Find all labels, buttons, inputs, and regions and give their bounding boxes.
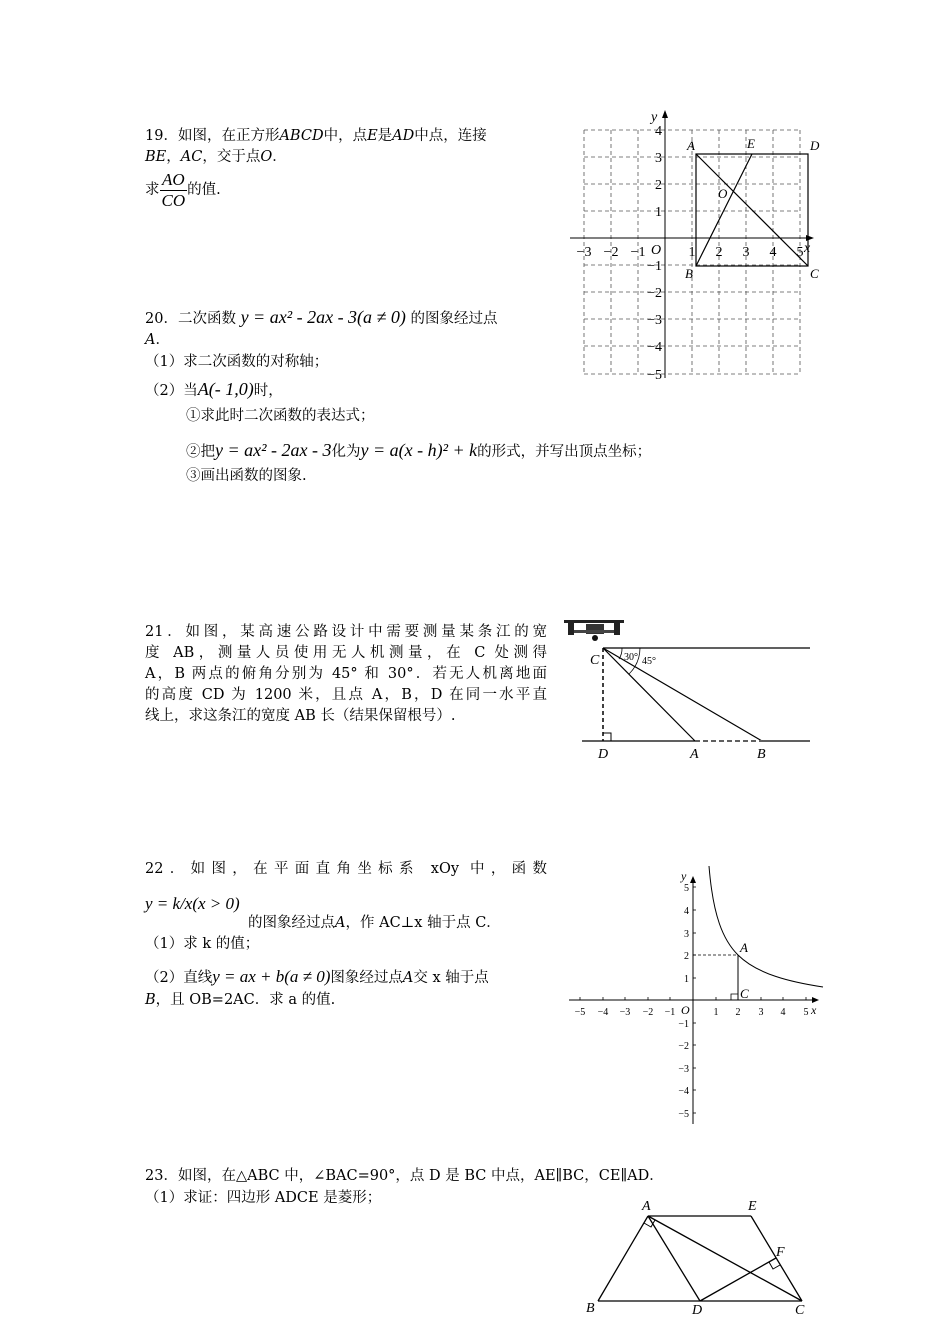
y-axis-label: y — [681, 869, 687, 883]
x-tick-label: 5 — [796, 245, 804, 260]
x-tick-label: −4 — [597, 1007, 609, 1018]
q22-line2: 的图象经过点A，作 AC⊥x 轴于点 C． — [248, 915, 501, 931]
x-tick-label: 1 — [688, 245, 696, 260]
vertex-c-label: C — [810, 266, 819, 281]
hyperbola-curve — [709, 866, 823, 987]
y-tick-label: 2 — [684, 951, 689, 962]
x-tick-label: 4 — [769, 245, 777, 260]
x-axis-label: x — [811, 1003, 817, 1017]
vertex-b-label: B — [586, 1301, 595, 1316]
x-tick-label: 3 — [742, 245, 750, 260]
x-tick-label: 2 — [735, 1007, 741, 1018]
vertex-d-label: D — [810, 138, 820, 153]
q21-line3: A，B 两点的俯角分别为 45° 和 30°．若无人机离地面 — [145, 666, 547, 682]
right-angle-mark — [603, 733, 611, 741]
vertex-c-label: C — [795, 1303, 805, 1318]
figure-23-rhombus — [580, 1196, 820, 1322]
segment-ab — [598, 1216, 648, 1301]
x-tick-label: 1 — [713, 1007, 719, 1018]
figure-19-coordinate-grid — [570, 108, 830, 383]
q20-point: A(- 1,0) — [197, 379, 254, 399]
vertex-b-label: B — [685, 266, 693, 281]
q19-line2: BE，AC，交于点O． — [145, 149, 287, 165]
segment-df — [700, 1258, 776, 1301]
segment-ad — [648, 1216, 700, 1301]
segment-ac — [696, 154, 808, 266]
right-angle-mark-f — [769, 1262, 780, 1269]
vertex-a-label: A — [687, 138, 695, 153]
x-tick-labels — [577, 245, 804, 260]
y-tick-label: −5 — [647, 368, 662, 383]
point-c-label: C — [740, 986, 749, 1001]
q20-sub1: ①求此时二次函数的表达式； — [186, 408, 375, 424]
x-tick-label: −3 — [619, 1007, 631, 1018]
point-a-label: A — [740, 940, 748, 955]
intersection-o-label: O — [718, 186, 728, 201]
x-tick-label: −5 — [574, 1007, 586, 1018]
q20-line1: 20．二次函数 y = ax² - 2ax - 3(a ≠ 0) 的图象经过点 — [145, 307, 498, 327]
q22-line1: 22．如图，在平面直角坐标系 xOy 中，函数 — [145, 861, 547, 877]
vertex-d-label: D — [692, 1303, 703, 1318]
q20-sub3: ③画出函数的图象. — [186, 468, 307, 484]
origin-label: O — [651, 243, 662, 258]
x-axis-label: x — [804, 241, 811, 256]
figure-22-coordinate-plane — [565, 866, 835, 1126]
y-tick-labels — [678, 883, 689, 1120]
y-axis-arrow — [690, 876, 696, 883]
vertex-e-label: E — [747, 136, 755, 151]
x-tick-label: −2 — [603, 245, 619, 260]
y-tick-label: 5 — [684, 883, 689, 894]
q21-line5: 线上，求这条江的宽度 AB 长（结果保留根号）. — [145, 708, 456, 724]
y-tick-label: −4 — [678, 1086, 689, 1097]
q22-part1: （1）求 k 的值； — [145, 936, 260, 952]
y-tick-label: −5 — [678, 1109, 689, 1120]
x-tick-label: −1 — [664, 1007, 676, 1018]
vertex-e-label: E — [748, 1199, 757, 1214]
q20-part1: （1）求二次函数的对称轴； — [145, 354, 329, 370]
y-tick-label: −3 — [647, 313, 662, 328]
y-tick-label: −1 — [678, 1019, 689, 1030]
y-tick-label: 4 — [684, 906, 689, 917]
vertex-a-label: A — [642, 1199, 651, 1214]
x-tick-label: 2 — [715, 245, 723, 260]
q22-part2: （2）直线y = ax + b(a ≠ 0)图象经过点A交 x 轴于点 — [145, 967, 489, 986]
angle-30-label: 30° — [624, 652, 638, 663]
y-axis-arrow — [662, 110, 668, 118]
y-tick-label: 1 — [684, 974, 689, 985]
q19-line1: 19．如图，在正方形ABCD中，点E是AD中点，连接 — [145, 128, 487, 144]
q23-part1: （1）求证：四边形 ADCE 是菱形； — [145, 1190, 382, 1206]
q23-line1: 23．如图，在△ABC 中，∠BAC=90°，点 D 是 BC 中点，AE∥BC，CE∥AD． — [145, 1168, 664, 1184]
y-tick-label: −2 — [678, 1041, 689, 1052]
y-tick-label: 3 — [684, 929, 689, 940]
right-angle-mark — [731, 994, 738, 1000]
q22-part2-cont: B，且 OB=2AC．求 a 的值. — [145, 992, 336, 1008]
q21-line1: 21．如图，某高速公路设计中需要测量某条江的宽 — [145, 624, 547, 640]
y-tick-label: −3 — [678, 1064, 689, 1075]
y-tick-label: 1 — [655, 205, 662, 220]
origin-label: O — [681, 1003, 690, 1017]
point-c-label: C — [590, 653, 600, 668]
figure-21-drone-diagram — [560, 612, 820, 762]
vertex-f-label: F — [776, 1245, 785, 1260]
x-tick-label: 5 — [803, 1007, 809, 1018]
point-a-label: A — [690, 747, 699, 762]
x-tick-label: −2 — [642, 1007, 654, 1018]
vertex-labels — [586, 1199, 805, 1318]
y-tick-label: −2 — [647, 286, 662, 301]
q20-line2: A． — [145, 332, 170, 348]
q20-function: y = ax² - 2ax - 3(a ≠ 0) — [240, 307, 406, 327]
y-tick-label: 2 — [655, 178, 662, 193]
x-tick-labels — [575, 1007, 809, 1018]
y-tick-label: 3 — [655, 151, 662, 166]
point-b-label: B — [757, 747, 766, 762]
x-tick-label: 4 — [780, 1007, 786, 1018]
q20-sub2: ②把y = ax² - 2ax - 3化为y = a(x - h)² + k的形式，并写出顶点坐标； — [186, 440, 652, 460]
angle-45-label: 45° — [642, 656, 656, 667]
y-tick-label: 4 — [655, 124, 662, 139]
figure-23-segments — [598, 1216, 802, 1301]
y-axis-label: y — [651, 110, 658, 125]
q20-part2: （2）当A(- 1,0)时， — [145, 379, 283, 399]
q19-line3: 求 $\frac{AO}{CO}$ 的值. — [145, 169, 221, 210]
drone-icon — [564, 620, 624, 641]
y-tick-label: −1 — [647, 259, 662, 274]
x-tick-label: −1 — [630, 245, 646, 260]
q21-line2: 度 AB，测量人员使用无人机测量，在 C 处测得 — [145, 645, 547, 661]
point-d-label: D — [598, 747, 609, 762]
q21-line4: 的高度 CD 为 1200 米，且点 A，B，D 在同一水平直 — [145, 687, 547, 703]
x-tick-label: 3 — [758, 1007, 764, 1018]
ratio-fraction: $\frac{AO}{CO}$ — [161, 169, 186, 210]
x-tick-label: −3 — [576, 245, 592, 260]
q22-function: y = k/x(x > 0) — [145, 894, 240, 913]
y-tick-label: −4 — [647, 340, 662, 355]
